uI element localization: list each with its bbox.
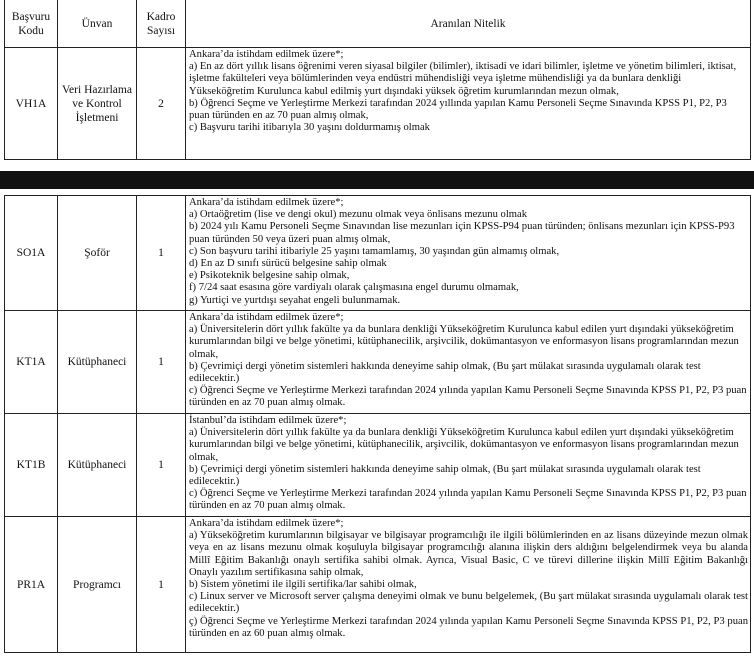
quota-count: 1 xyxy=(137,196,186,311)
requirement-line: b) Sistem yönetimi ile ilgili sertifika/lar sahibi olmak, xyxy=(189,579,417,591)
requirement-line: f) 7/24 saat esasına göre vardiyalı olarak çalışmasına engel durumu olmamak, xyxy=(189,282,519,294)
positions-table-top xyxy=(4,0,751,160)
requirement-line: Ankara’da istihdam edilmek üzere*; xyxy=(189,197,344,208)
positions-table-bottom xyxy=(4,195,751,653)
requirements-cell xyxy=(186,48,751,160)
requirement-line: a) En az dört yıllık lisans öğrenimi veren siyasal bilgiler (bilimler), iktisadi ve idari bilimler, işletme ve yönetim bilimleri, iktisat, işletme fakülteleri veya bölümlerinden veya endüstri mühendisliği veya işletme mühendisliği ya da bunlara denkliği Yükseköğretim Kurulunca kabul edilmiş yurt dışındaki yüksek öğretim kurumlarından mezun olmak, xyxy=(189,61,737,97)
requirement-line: ç) Öğrenci Seçme ve Yerleştirme Merkezi tarafından 2024 yılında yapılan Kamu Personeli Seçme Sınavında KPSS P1, P2, P3 puan türünden en az 60 puan almış olmak. xyxy=(189,615,748,639)
table-row xyxy=(5,311,751,414)
requirement-line: g) Yurtiçi ve yurtdışı seyahat engeli bulunmamak. xyxy=(189,294,401,306)
application-code: PR1A xyxy=(5,517,58,653)
requirement-line: c) Son başvuru tarihi itibariyle 25 yaşını tamamlamış, 30 yaşından gün almamış olmak, xyxy=(189,245,560,257)
quota-count: 2 xyxy=(137,48,186,160)
application-code: KT1A xyxy=(5,311,58,414)
requirement-line: e) Psikoteknik belgesine sahip olmak, xyxy=(189,270,350,282)
requirement-line: Ankara’da istihdam edilmek üzere*; xyxy=(189,312,344,323)
requirement-line: İstanbul’da istihdam edilmek üzere*; xyxy=(189,415,347,426)
requirement-line: a) Yükseköğretim kurumlarının bilgisayar ve bilgisayar programcılığı ile ilgili bölümlerinden en az lisans düzeyinde mezun olmak veya en az lisans mezunu olmak koşuluyla bilgisayar programcılığı alanına ilişkin ders aldığını belgelendirmek veya bu alanda Millî Eğitim Bakanlığı onaylı sertifika sahibi olmak. Ayrıca, Visual Basic, C ve türevi dillerine ilişkin Millî Eğitim Bakanlığı Onaylı yazılım sertifikasına sahip olmak, xyxy=(189,530,748,578)
requirements-cell xyxy=(186,517,751,653)
quota-count: 1 xyxy=(137,517,186,653)
requirement-line: c) Öğrenci Seçme ve Yerleştirme Merkezi tarafından 2024 yılında yapılan Kamu Personeli Seçme Sınavında KPSS P1, P2, P3 puan türünden en az 70 puan almış olmak. xyxy=(189,385,747,409)
position-title: Şoför xyxy=(58,196,137,311)
table-row xyxy=(5,196,751,311)
header-title: Ünvan xyxy=(58,0,137,48)
header-requirements: Aranılan Nitelik xyxy=(186,0,751,48)
application-code: SO1A xyxy=(5,196,58,311)
application-code: KT1B xyxy=(5,414,58,517)
requirement-line: a) Üniversitelerin dört yıllık fakülte ya da bunlara denkliği Yükseköğretim Kurulunca kabul edilen yurt dışındaki yükseköğretim kurumlarından bilgi ve belge yönetimi, kütüphanecilik, arşivcilik, dokümantasyon ve enformasyon lisans programlarından mezun olmak, xyxy=(189,427,739,463)
requirement-line: c) Başvuru tarihi itibarıyla 30 yaşını doldurmamış olmak xyxy=(189,122,430,134)
requirement-line: a) Ortaöğretim (lise ve dengi okul) mezunu olmak veya önlisans mezunu olmak xyxy=(189,209,528,221)
requirements-cell xyxy=(186,414,751,517)
requirement-line: Ankara’da istihdam edilmek üzere*; xyxy=(189,49,344,60)
requirement-line: b) 2024 yılı Kamu Personeli Seçme Sınavından lise mezunları için KPSS-P94 puan türünden; önlisans mezunları için KPSS-P93 puan türünden 50 veya üzeri puan almış olmak, xyxy=(189,221,735,245)
requirement-line: b) Çevrimiçi dergi yönetim sistemleri hakkında deneyime sahip olmak, (Bu şart mülakat sırasında uygulamalı olarak test edilecektir.) xyxy=(189,463,701,488)
section-divider xyxy=(0,171,754,189)
application-code: VH1A xyxy=(5,48,58,160)
table-header-row xyxy=(5,0,751,48)
requirement-line: b) Çevrimiçi dergi yönetim sistemleri hakkında deneyime sahip olmak, (Bu şart mülakat sırasında uygulamalı olarak test edilecektir.) xyxy=(189,360,701,385)
header-quota: Kadro Sayısı xyxy=(137,0,186,48)
table-row xyxy=(5,414,751,517)
requirements-cell xyxy=(186,311,751,414)
position-title: Kütüphaneci xyxy=(58,414,137,517)
quota-count: 1 xyxy=(137,311,186,414)
position-title: Programcı xyxy=(58,517,137,653)
requirement-line: b) Öğrenci Seçme ve Yerleştirme Merkezi tarafından 2024 yıllında yapılan Kamu Personeli Seçme Sınavında KPSS P1, P2, P3 puan türünden en az 70 puan almış olmak, xyxy=(189,97,727,122)
requirement-line: c) Linux server ve Microsoft server çalışma deneyimi olmak ve bunu belgelemek, (Bu şart mülakat sırasında uygulamalı olarak test edilecektir.) xyxy=(189,591,748,615)
position-title: Veri Hazırlama ve Kontrol İşletmeni xyxy=(58,48,137,160)
requirement-line: c) Öğrenci Seçme ve Yerleştirme Merkezi tarafından 2024 yılında yapılan Kamu Personeli Seçme Sınavında KPSS P1, P2, P3 puan türünden en az 70 puan almış olmak. xyxy=(189,488,747,512)
requirement-line: Ankara’da istihdam edilmek üzere*; xyxy=(189,518,344,529)
requirement-line: d) En az D sınıfı sürücü belgesine sahip olmak xyxy=(189,258,387,270)
requirements-cell xyxy=(186,196,751,311)
header-code: Başvuru Kodu xyxy=(5,0,58,48)
position-title: Kütüphaneci xyxy=(58,311,137,414)
table-row xyxy=(5,48,751,160)
quota-count: 1 xyxy=(137,414,186,517)
table-row xyxy=(5,517,751,653)
requirement-line: a) Üniversitelerin dört yıllık fakülte ya da bunlara denkliği Yükseköğretim Kurulunca kabul edilen yurt dışındaki yükseköğretim kurumlarından bilgi ve belge yönetimi, kütüphanecilik, arşivcilik, dokümantasyon ve enformasyon lisans programlarından mezun olmak, xyxy=(189,324,739,360)
